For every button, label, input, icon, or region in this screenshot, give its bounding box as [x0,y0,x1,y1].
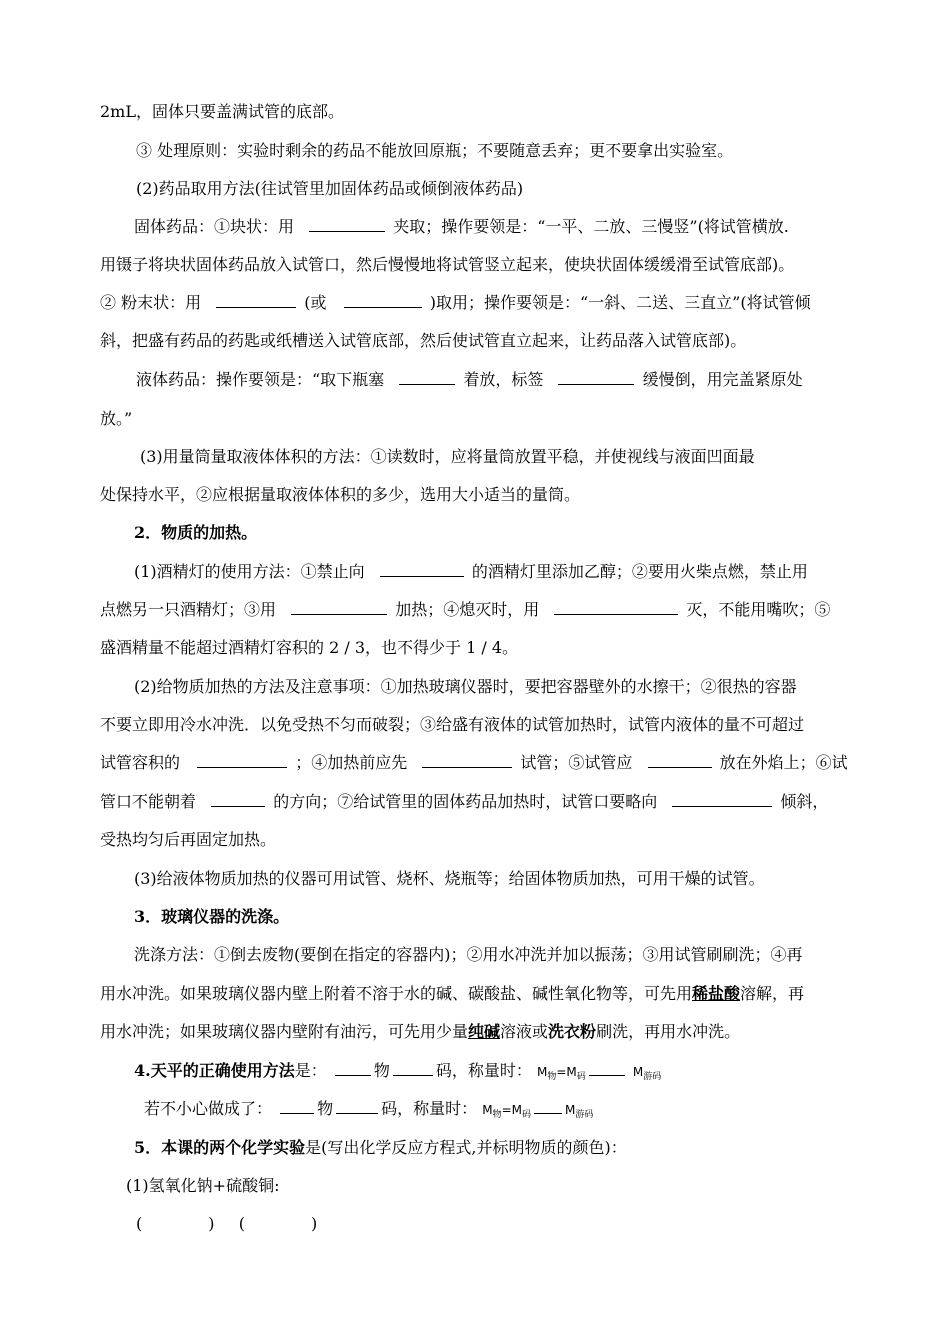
answer-brackets [136,1213,317,1235]
text: ；④加热前应先 [295,753,408,772]
text-line: (2)给物质加热的方法及注意事项：①加热玻璃仪器时，要把容器壁外的水擦干；②很热的容器 [134,677,797,696]
text-line: 洗涤方法：①倒去废物(要倒在指定的容器内)；②用水冲洗并加以振荡；③用试管刷刷洗；④再 [134,945,803,964]
text: 着放，标签 [463,370,544,389]
text-line: 放。” [100,409,133,428]
text-line: 受热均匀后再固定加热。 [100,830,277,849]
text: 加热；④熄灭时，用 [395,600,540,619]
text-line: ③ 处理原则：实验时剩余的药品不能放回原瓶；不要随意丢弃；更不要拿出实验室。 [136,141,734,160]
fill-blank[interactable] [648,752,712,768]
text-line: 用镊子将块状固体药品放入试管口，然后慢慢地将试管竖立起来，使块状固体缓缓滑至试管底部)。 [100,255,795,274]
text: 物 [317,1099,334,1118]
text: ② 粉末状：用 [100,293,202,312]
text: 是： [294,1061,327,1080]
text: 倾斜， [780,792,829,811]
fill-blank[interactable] [216,292,296,308]
fill-blank[interactable] [280,1098,314,1114]
fill-blank[interactable] [534,1098,562,1114]
text-line: 不要立即用冷水冲洗．以免受热不匀而破裂；③给盛有液体的试管加热时，试管内液体的量不可超过 [100,715,805,734]
text: 刷洗，再用水冲洗。 [596,1022,741,1041]
text: 液体药品：操作要领是：“取下瓶塞 [136,370,385,389]
section-heading: 5．本课的两个化学实验 [134,1138,306,1157]
fill-blank[interactable] [380,561,464,577]
fill-blank[interactable] [309,216,385,232]
fill-blank[interactable] [558,369,634,385]
emphasis-text: 稀盐酸 [692,984,741,1003]
fill-blank[interactable] [291,599,387,615]
fill-blank[interactable] [422,752,512,768]
balance-formula: $M_物=M_码$ [536,1065,586,1082]
balance-formula: $M_物=M_码$ [482,1103,532,1120]
section-heading: 4.天平的正确使用方法 [134,1061,295,1080]
fill-blank[interactable] [344,292,422,308]
text-line [134,216,789,238]
text-line [134,561,808,583]
text-line: (3)给液体物质加热的仪器可用试管、烧杯、烧瓶等；给固体物质加热，可用干燥的试管。 [134,869,765,888]
text-line: (3)用量筒量取液体体积的方法：①读数时，应将量筒放置平稳，并使视线与液面凹面最 [140,447,755,466]
right-paren: ) [310,1214,318,1233]
text-line: (2)药品取用方法(往试管里加固体药品或倾倒液体药品) [136,179,524,198]
balance-formula: $M_{游码}$ [565,1103,594,1120]
text-line [100,599,830,621]
text-line [144,1098,593,1126]
answer-space[interactable] [248,1214,308,1229]
text: (或 [304,293,327,312]
text: 试管容积的 [100,753,181,772]
text: 溶液或 [500,1022,549,1041]
fill-blank[interactable] [554,599,678,615]
emphasis-text: 纯碱 [468,1022,501,1041]
text: 若不小心做成了： [144,1099,273,1118]
text: 固体药品：①块状：用 [134,217,295,236]
text-line [100,791,828,813]
emphasis-text: 洗衣粉 [548,1022,597,1041]
fill-blank[interactable] [197,752,287,768]
text: (1)酒精灯的使用方法：①禁止向 [134,562,365,581]
text: 溶解，再 [740,984,805,1003]
left-paren: ( [238,1214,245,1233]
text: 夹取；操作要领是：“一平、二放、三慢竖”(将试管横放. [393,217,789,236]
text-line [100,983,804,1005]
text: )取用；操作要领是：“一斜、二送、三直立”(将试管倾 [429,293,811,312]
fill-blank[interactable] [393,1060,433,1076]
text: 是(写出化学反应方程式,并标明物质的颜色)： [305,1138,627,1157]
text: 缓慢倒，用完盖紧原处 [642,370,803,389]
text: 物 [373,1061,390,1080]
text-line: 斜，把盛有药品的药匙或纸槽送入试管底部，然后使试管直立起来，让药品落入试管底部)。 [100,331,747,350]
text-line: 2mL，固体只要盖满试管的底部。 [100,102,344,121]
fill-blank[interactable] [335,1060,371,1076]
text-line [136,369,803,391]
fill-blank[interactable] [211,791,265,807]
answer-space[interactable] [145,1214,205,1229]
right-paren: ) [208,1214,215,1233]
text: 放在外焰上；⑥试 [719,753,848,772]
section-heading: 2．物质的加热。 [134,523,258,542]
text-line [134,1137,627,1159]
text: 码，称量时： [435,1061,532,1080]
text: 灭，不能用嘴吹；⑤ [686,600,831,619]
balance-formula: $M_{游码}$ [632,1065,662,1082]
fill-blank[interactable] [399,369,455,385]
text: 管口不能朝着 [100,792,197,811]
text: 试管；⑤试管应 [520,753,633,772]
text: 点燃另一只酒精灯；③用 [100,600,277,619]
text-line [100,292,811,314]
fill-blank[interactable] [672,791,772,807]
text-line [134,1060,661,1088]
text-line: 处保持水平，②应根据量取液体体积的多少，选用大小适当的量筒。 [100,485,581,504]
section-heading: 3．玻璃仪器的洗涤。 [134,907,290,926]
text-line [100,1021,740,1043]
fill-blank[interactable] [336,1098,378,1114]
text-line: (1)氢氧化钠+硫酸铜: [126,1176,280,1195]
fill-blank[interactable] [589,1060,625,1076]
text: 用水冲洗。如果玻璃仪器内壁上附着不溶于水的碱、碳酸盐、碱性氧化物等，可先用 [100,984,693,1003]
text: 的酒精灯里添加乙醇；②要用火柴点燃，禁止用 [471,562,808,581]
left-paren: ( [136,1214,143,1233]
text: 用水冲洗；如果玻璃仪器内壁附有油污，可先用少量 [100,1022,469,1041]
text-line: 盛酒精量不能超过酒精灯容积的 2 / 3，也不得少于 1 / 4。 [100,638,519,657]
text: 码，称量时： [381,1099,478,1118]
text: 的方向；⑦给试管里的固体药品加热时，试管口要略向 [273,792,658,811]
text-line [100,752,848,774]
